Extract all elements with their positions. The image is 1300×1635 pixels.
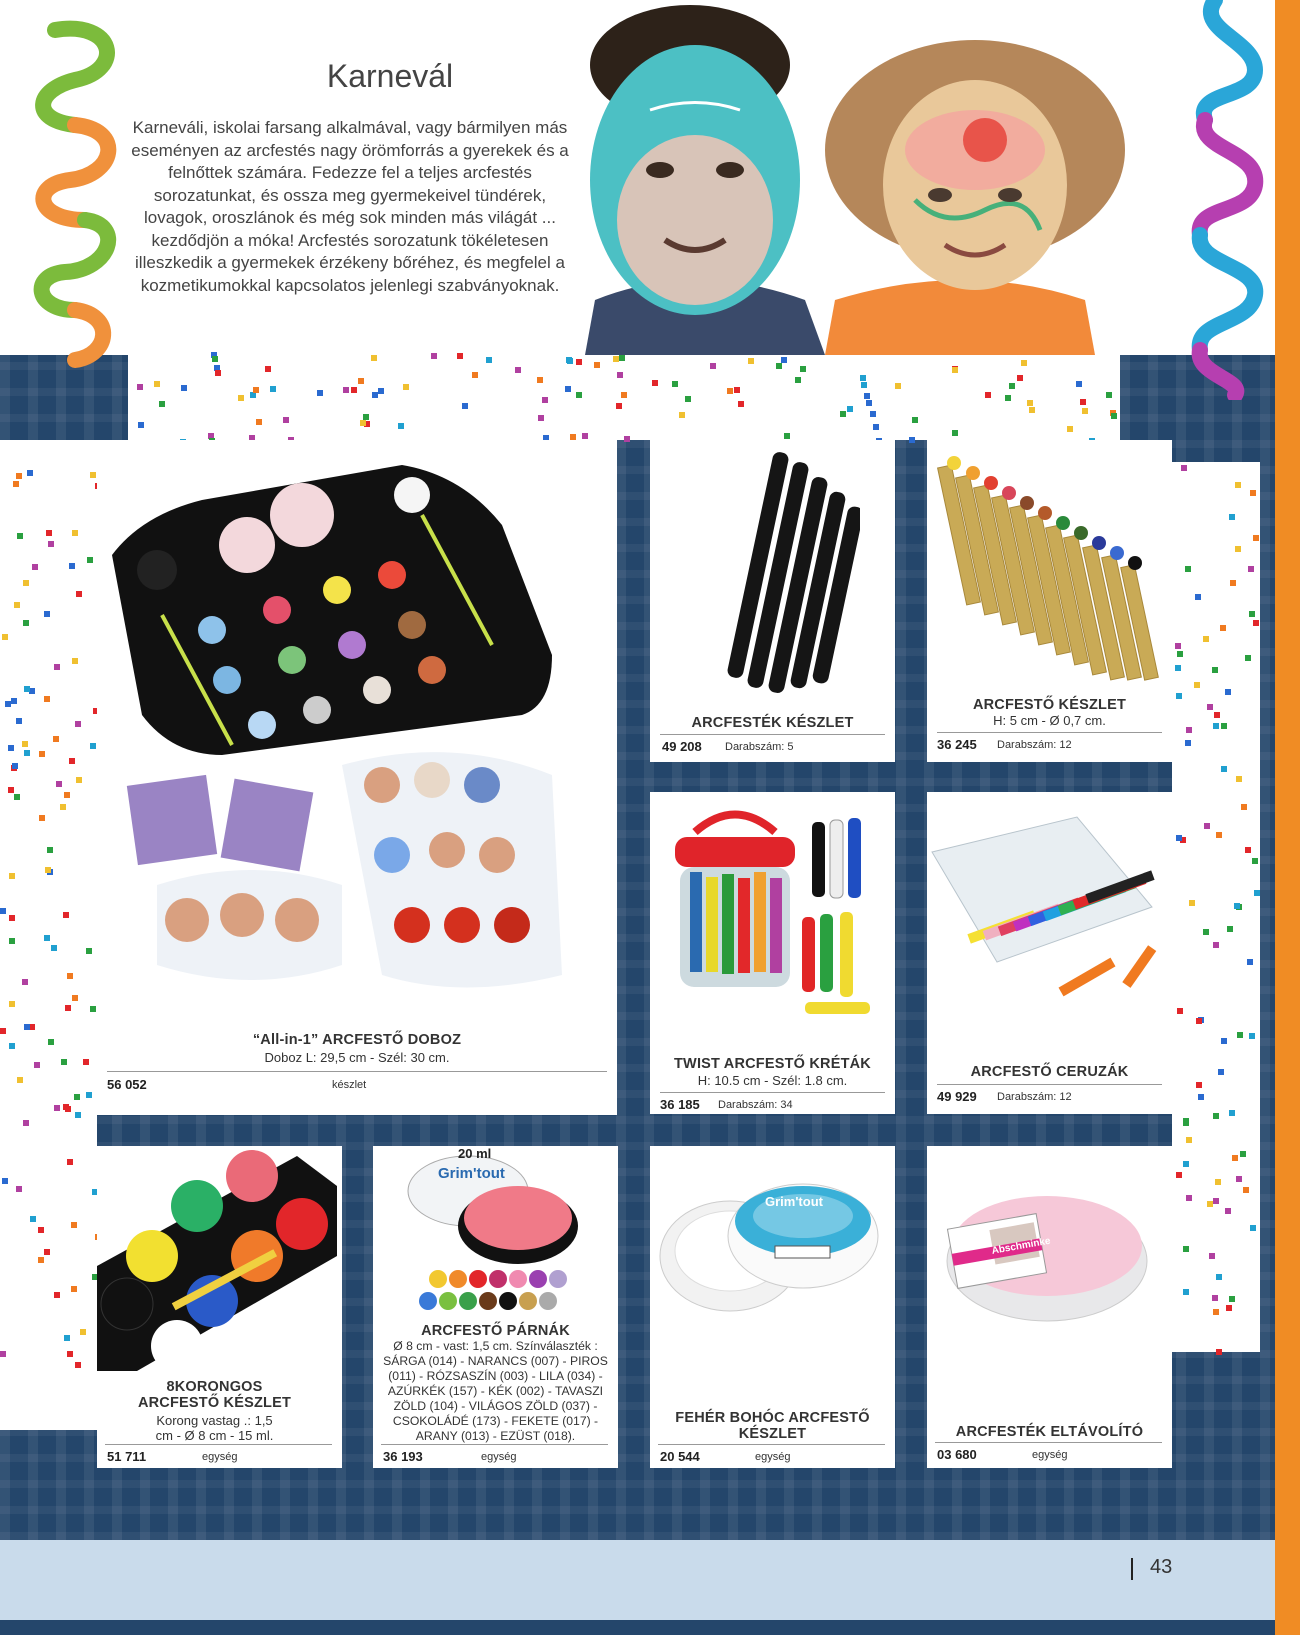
- left-white-strip: [0, 440, 97, 1430]
- color-swatch: [419, 1292, 437, 1310]
- face-crayons-case-image: [927, 812, 1172, 1022]
- product-code: 51 711: [107, 1449, 147, 1464]
- product-code: 36 245: [937, 737, 977, 752]
- footer-band: [0, 1540, 1275, 1620]
- paint-remover-image: [937, 1171, 1162, 1331]
- page-number: 43: [1150, 1556, 1173, 1578]
- product-card-arcfesto-parnak[interactable]: [373, 1146, 618, 1468]
- product-unit: egység: [1032, 1449, 1068, 1461]
- divider: [660, 1092, 885, 1093]
- left-streamer-icon: [15, 10, 125, 380]
- color-swatch: [499, 1292, 517, 1310]
- product-unit: egység: [202, 1451, 238, 1463]
- color-swatch: [479, 1292, 497, 1310]
- product-description: H: 5 cm - Ø 0,7 cm.: [993, 713, 1106, 728]
- product-code: 03 680: [937, 1447, 977, 1462]
- face-paint-sticks-image: [690, 445, 860, 705]
- product-unit: Darabszám: 12: [997, 1091, 1072, 1103]
- product-name: ARCFESTŐ CERUZÁK: [970, 1064, 1129, 1080]
- product-name: TWIST ARCFESTŐ KRÉTÁK: [674, 1056, 871, 1072]
- remover-label: Abschminke: [990, 1235, 1052, 1257]
- product-code: 20 544: [660, 1449, 700, 1464]
- product-description: Korong vastag .: 1,5 cm - Ø 8 cm - 15 ml.: [155, 1413, 274, 1443]
- twist-crayons-jar-image: [650, 802, 895, 1032]
- color-swatch: [519, 1292, 537, 1310]
- intro-paragraph: Karneváli, iskolai farsang alkalmával, vagy bármilyen más eseményen az arcfestés nagy örömforrás a gyerekek és a felnőttek számára. Fedezze fel a teljes arcfestés sorozatunkat, és ossza meg gyermekeivel tündérek, lovagok, oroszlánok és még sok minden más világát ... kezdődjön a móka! Arcfestés sorozatunk tökéletesen illeszkedik a gyermekek érzékeny bőréhez, és megfelel a kozmetikumokkal kapcsolatos jelenlegi szabványoknak.: [131, 118, 569, 295]
- product-code: 36 193: [383, 1449, 423, 1464]
- product-name: “All-in-1” ARCFESTŐ DOBOZ: [252, 1032, 462, 1048]
- product-unit: Darabszám: 34: [718, 1099, 793, 1111]
- product-name: ARCFESTÉK KÉSZLET: [691, 715, 854, 731]
- divider: [660, 734, 885, 735]
- color-swatch: [539, 1292, 557, 1310]
- right-white-strip: [1172, 462, 1260, 1352]
- divider: [935, 1442, 1162, 1443]
- product-card-all-in-1[interactable]: [97, 440, 617, 1115]
- product-description: Doboz L: 29,5 cm - Szél: 30 cm.: [264, 1050, 450, 1065]
- color-swatch: [509, 1270, 527, 1288]
- product-card-feher-bohoc[interactable]: [650, 1146, 895, 1468]
- product-description: Ø 8 cm - vast: 1,5 cm. Színválaszték : SÁRGA (014) - NARANCS (007) - PIROS (011) - RÓZSASZÍN (003) - LILA (034) - AZÚRKÉK (157) - KÉK (002) - TAVASZI ZÖLD (104) - VILÁGOS ZÖLD (037) - CSOKOLÁDÉ (173) - FEKETE (017) - ARANY (013) - EZÜST (018).: [383, 1339, 608, 1443]
- brand-label: Grim'tout: [765, 1194, 823, 1209]
- product-code: 56 052: [107, 1077, 147, 1092]
- divider: [937, 732, 1162, 733]
- product-card-arcfestek-eltavolito[interactable]: [927, 1146, 1172, 1468]
- product-card-arcfesto-keszlet[interactable]: [927, 440, 1172, 762]
- white-clown-paint-image: [655, 1161, 890, 1331]
- color-swatch: [469, 1270, 487, 1288]
- product-card-arcfestek-keszlet[interactable]: [650, 440, 895, 762]
- product-unit: Darabszám: 12: [997, 739, 1072, 751]
- divider: [937, 1084, 1162, 1085]
- product-name: 8KORONGOS ARCFESTŐ KÉSZLET: [137, 1379, 292, 1411]
- color-swatch: [429, 1270, 447, 1288]
- footer-bottom-band: [0, 1620, 1275, 1635]
- color-swatches: [418, 1268, 568, 1314]
- orange-page-edge: [1275, 0, 1300, 1635]
- product-description: H: 10.5 cm - Szél: 1.8 cm.: [697, 1073, 848, 1088]
- face-paint-box-image: [102, 455, 582, 1035]
- top-white-strip: [128, 355, 1120, 440]
- color-swatch: [439, 1292, 457, 1310]
- volume-label: 20 ml: [458, 1146, 492, 1161]
- product-card-twist-kretak[interactable]: [650, 792, 895, 1114]
- product-name: ARCFESTÉK ELTÁVOLÍTÓ: [955, 1424, 1144, 1440]
- face-painted-children-photo: [585, 0, 1275, 355]
- page-title: Karnevál: [326, 58, 454, 94]
- color-swatch: [489, 1270, 507, 1288]
- product-code: 49 929: [937, 1089, 977, 1104]
- page-number-divider: [1131, 1558, 1133, 1580]
- product-unit: Darabszám: 5: [725, 741, 794, 753]
- product-unit: egység: [755, 1451, 791, 1463]
- eight-disc-palette-image: [97, 1146, 342, 1371]
- product-code: 49 208: [662, 739, 702, 754]
- color-swatch: [549, 1270, 567, 1288]
- color-swatch: [449, 1270, 467, 1288]
- brand-label: Grim'tout: [438, 1165, 505, 1182]
- color-swatch: [529, 1270, 547, 1288]
- divider: [107, 1071, 607, 1072]
- product-name: FEHÉR BOHÓC ARCFESTŐ KÉSZLET: [675, 1410, 870, 1442]
- product-code: 36 185: [660, 1097, 700, 1112]
- face-paint-pencils-image: [932, 445, 1167, 690]
- product-card-arcfesto-ceruzak[interactable]: [927, 792, 1172, 1114]
- product-unit: készlet: [332, 1079, 367, 1091]
- product-name: ARCFESTŐ PÁRNÁK: [421, 1323, 570, 1339]
- product-name: ARCFESTŐ KÉSZLET: [972, 697, 1127, 713]
- color-swatch: [459, 1292, 477, 1310]
- product-card-8korongos[interactable]: [97, 1146, 342, 1468]
- divider: [658, 1444, 885, 1445]
- divider: [381, 1444, 608, 1445]
- product-unit: egység: [481, 1451, 517, 1463]
- divider: [105, 1444, 332, 1445]
